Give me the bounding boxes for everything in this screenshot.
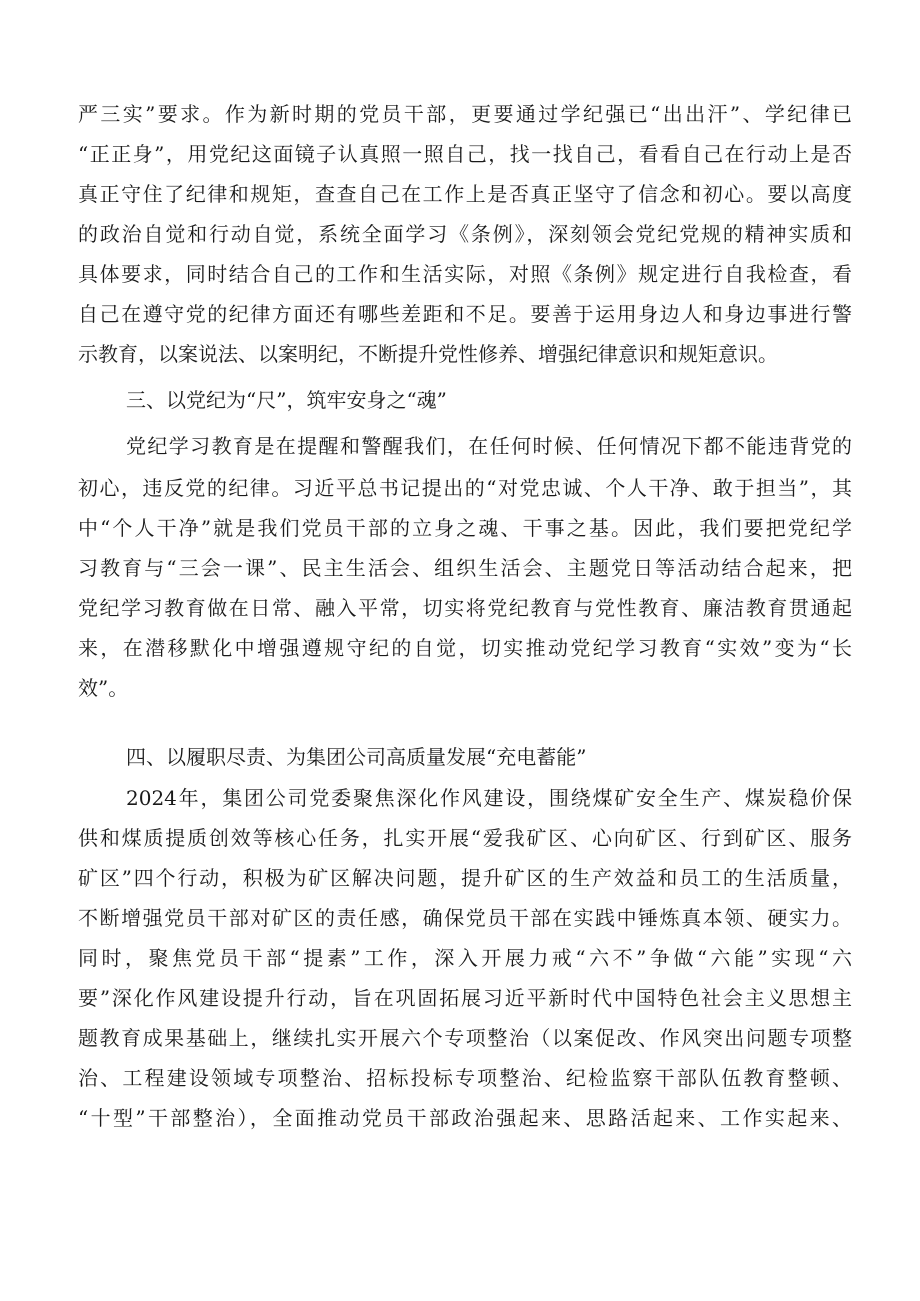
text-line: 2024年，集团公司党委聚焦深化作风建设，围绕煤矿安全生产、煤炭稳价保 (126, 786, 852, 810)
text-line: 效”。 (78, 676, 129, 700)
text-line: 严三实”要求。作为新时期的党员干部，更要通过学纪强已“出出汗”、学纪律已 (78, 102, 852, 126)
text-line: 中“个人干净”就是我们党员干部的立身之魂、干事之基。因此，我们要把党纪学 (78, 516, 852, 540)
text-line: 要”深化作风建设提升行动，旨在巩固拓展习近平新时代中国特色社会主义思想主 (78, 986, 852, 1010)
text-line: 的政治自觉和行动自觉，系统全面学习《条例》，深刻领会党纪党规的精神实质和 (78, 222, 852, 246)
text-line: 同时，聚焦党员干部“提素”工作，深入开展力戒“六不”争做“六能”实现“六 (78, 946, 852, 970)
text-line: 示教育，以案说法、以案明纪，不断提升党性修养、增强纪律意识和规矩意识。 (78, 342, 778, 366)
text-line: 初心，违反党的纪律。习近平总书记提出的“对党忠诚、个人干净、敢于担当”，其 (78, 476, 852, 500)
text-line: “十型”干部整治），全面推动党员干部政治强起来、思路活起来、工作实起来、 (78, 1106, 852, 1130)
text-line: 供和煤质提质创效等核心任务，扎实开展“爱我矿区、心向矿区、行到矿区、服务 (78, 826, 852, 850)
text-line: 题教育成果基础上，继续扎实开展六个专项整治（以案促改、作风突出问题专项整 (78, 1026, 852, 1050)
text-line: “正正身”，用党纪这面镜子认真照一照自己，找一找自己，看看自己在行动上是否 (78, 142, 852, 166)
text-line: 来，在潜移默化中增强遵规守纪的自觉，切实推动党纪学习教育“实效”变为“长 (78, 636, 852, 660)
text-line: 习教育与“三会一课”、民主生活会、组织生活会、主题党日等活动结合起来，把 (78, 556, 852, 580)
text-line: 治、工程建设领域专项整治、招标投标专项整治、纪检监察干部队伍教育整顿、 (78, 1066, 852, 1090)
text-line: 自己在遵守党的纪律方面还有哪些差距和不足。要善于运用身边人和身边事进行警 (78, 302, 852, 326)
section-heading: 三、以党纪为“尺”，筑牢安身之“魂” (126, 388, 447, 412)
section-heading: 四、以履职尽责、为集团公司高质量发展“充电蓄能” (126, 745, 587, 769)
text-line: 党纪学习教育是在提醒和警醒我们，在任何时候、任何情况下都不能违背党的 (126, 434, 852, 458)
text-line: 党纪学习教育做在日常、融入平常，切实将党纪教育与党性教育、廉洁教育贯通起 (78, 596, 852, 620)
text-line: 真正守住了纪律和规矩，查查自己在工作上是否真正坚守了信念和初心。要以高度 (78, 182, 852, 206)
text-line: 不断增强党员干部对矿区的责任感，确保党员干部在实践中锤炼真本领、硬实力。 (78, 906, 852, 930)
text-line: 矿区”四个行动，积极为矿区解决问题，提升矿区的生产效益和员工的生活质量， (78, 866, 852, 890)
text-line: 具体要求，同时结合自己的工作和生活实际，对照《条例》规定进行自我检查，看 (78, 262, 852, 286)
